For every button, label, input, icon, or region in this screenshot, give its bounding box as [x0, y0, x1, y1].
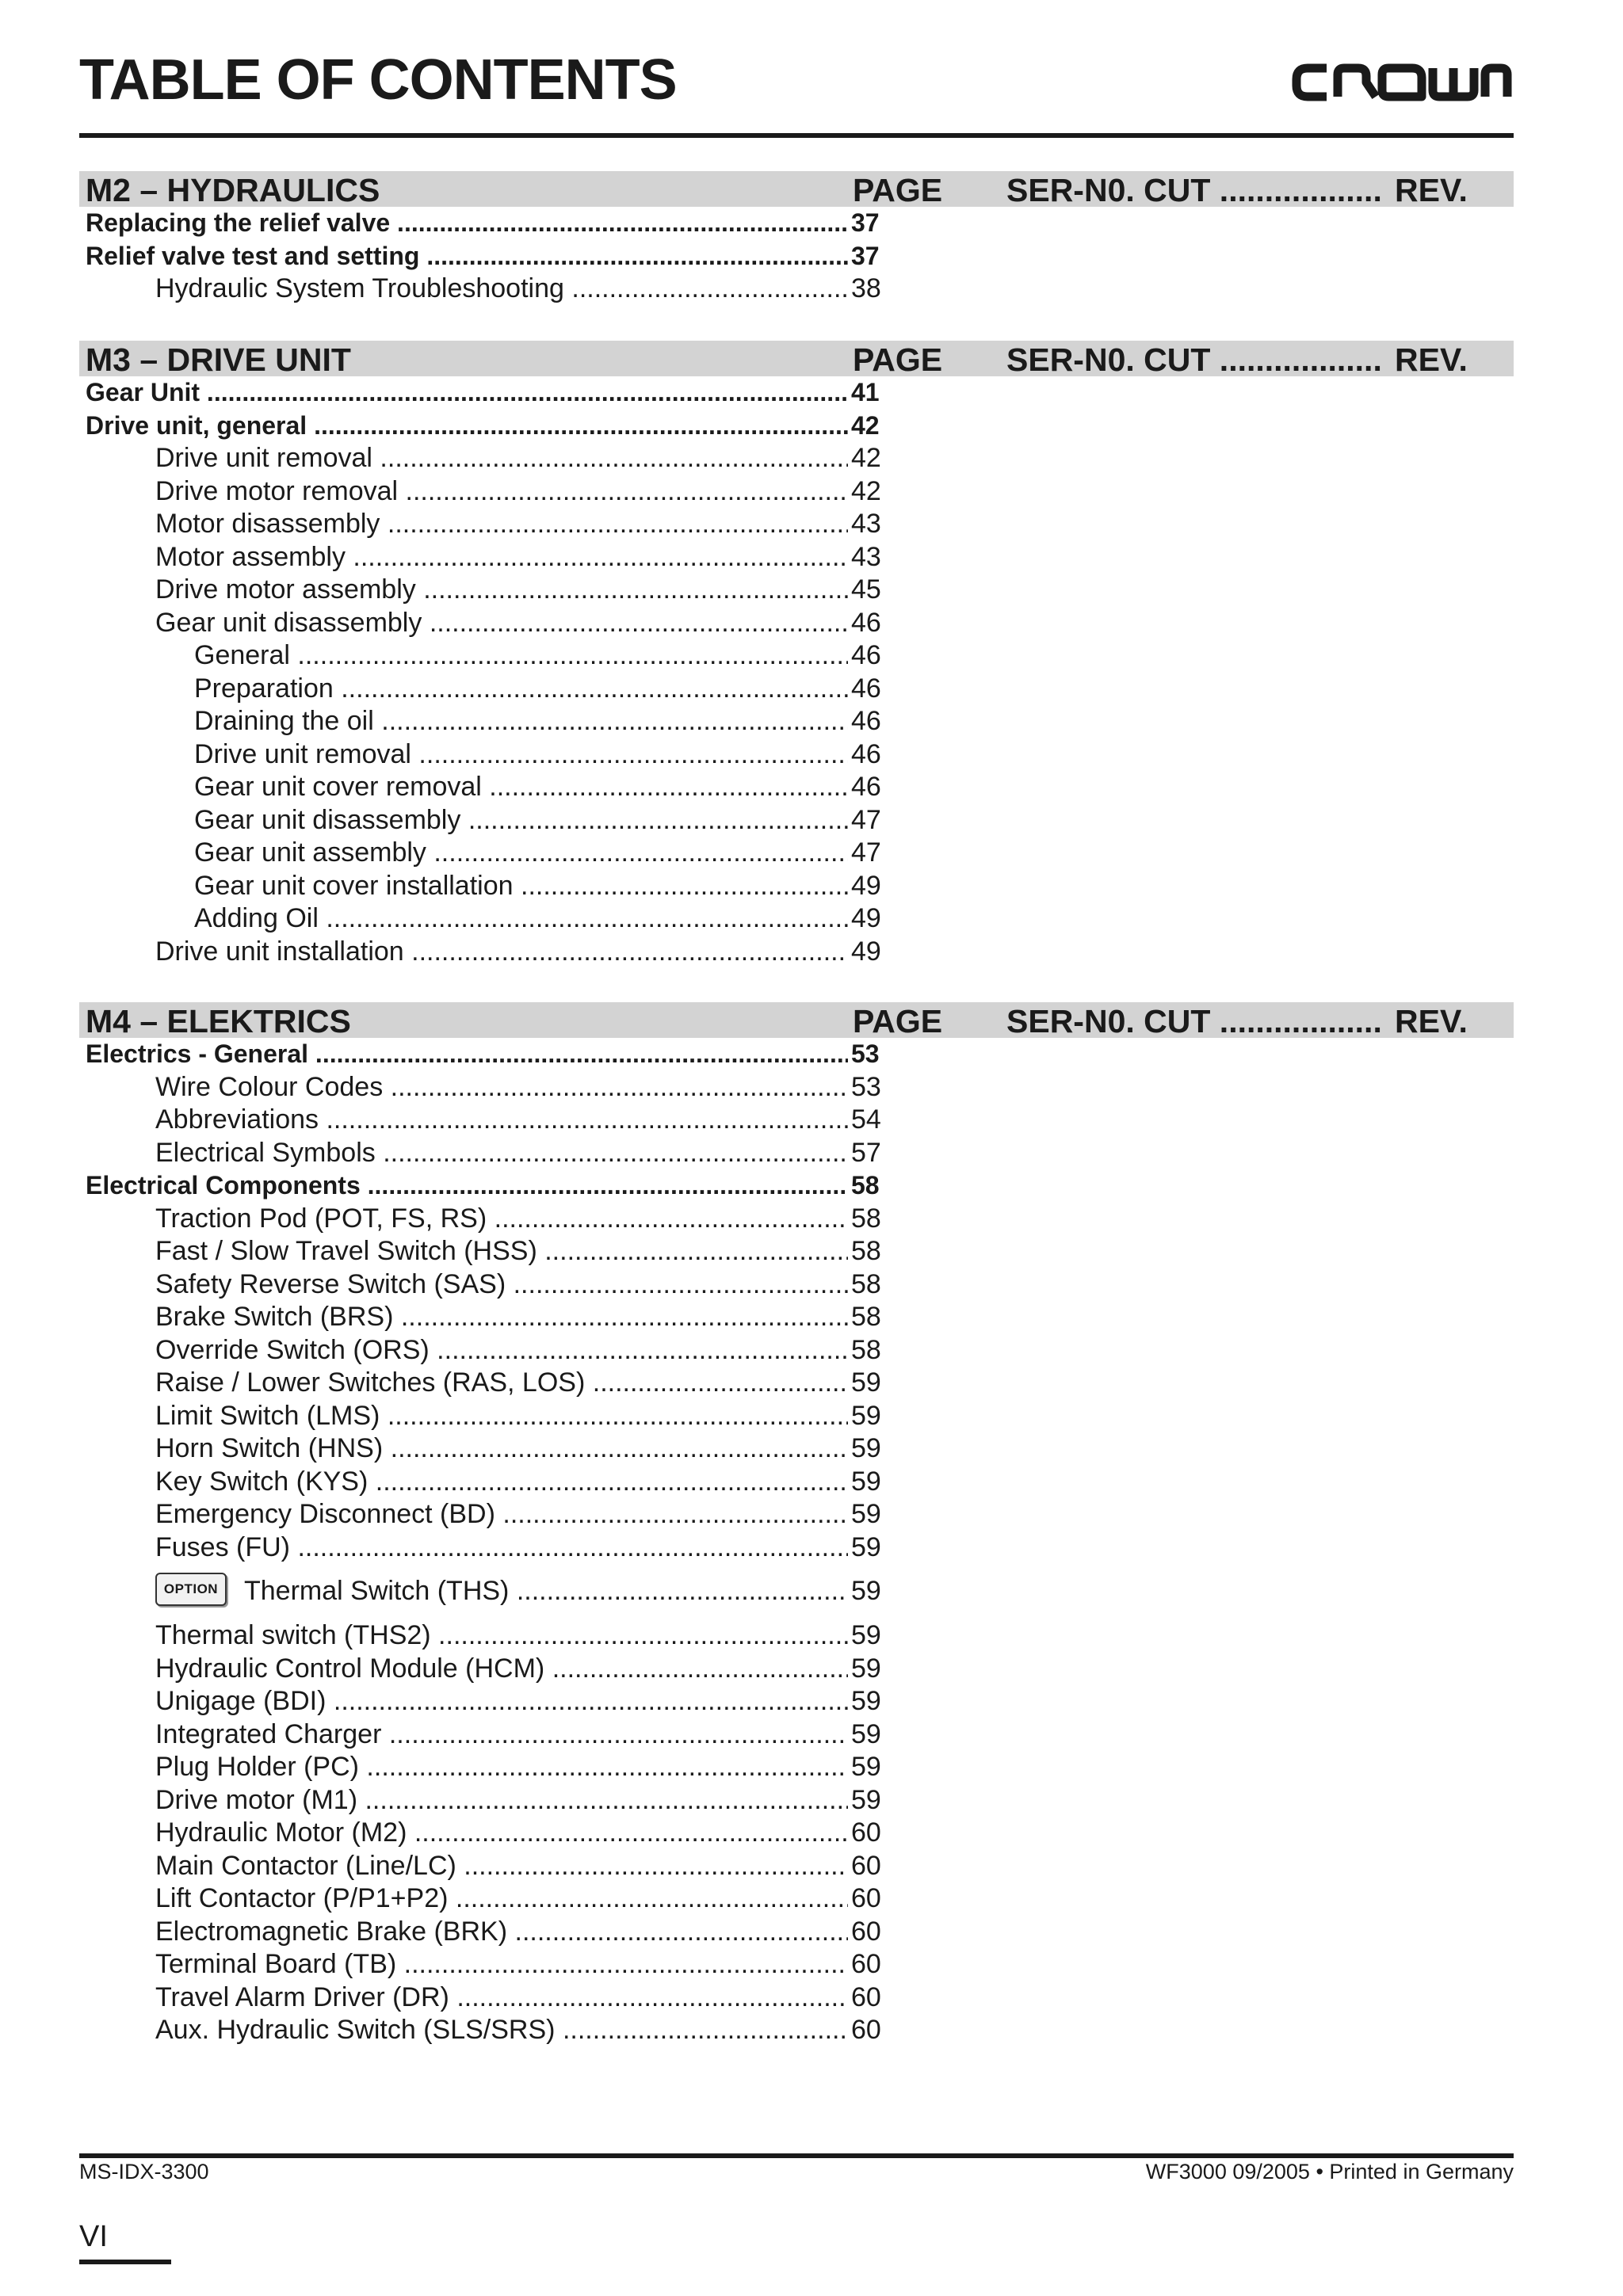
toc-entry-label: Gear Unit ..... — [79, 376, 848, 410]
toc-entry[interactable] — [79, 1466, 1514, 1499]
toc-entry[interactable] — [79, 1751, 1514, 1784]
toc-entry[interactable] — [79, 1882, 1514, 1916]
toc-entry[interactable] — [79, 1400, 1514, 1433]
toc-entry[interactable] — [79, 1784, 1514, 1817]
header-rule — [79, 133, 1514, 138]
section-title: M2 – HYDRAULICS — [86, 172, 380, 208]
toc-entry[interactable] — [79, 376, 1514, 410]
toc-entry-label: Electrical Symbols ..... — [79, 1137, 848, 1170]
toc-section — [79, 341, 1514, 968]
toc-entry[interactable] — [79, 1531, 1514, 1565]
toc-entry[interactable] — [79, 738, 1514, 772]
toc-entry[interactable] — [79, 1564, 1514, 1619]
section-title: M3 – DRIVE UNIT — [86, 341, 351, 378]
toc-entry[interactable] — [79, 1104, 1514, 1137]
toc-entry-label: Gear unit disassembly ..... — [79, 804, 848, 837]
toc-entry[interactable] — [79, 804, 1514, 837]
toc-entry[interactable] — [79, 1235, 1514, 1268]
option-badge: OPTION — [155, 1573, 227, 1606]
toc-entry[interactable] — [79, 639, 1514, 673]
toc-entry[interactable] — [79, 1038, 1514, 1071]
page-number-underline — [79, 2260, 171, 2264]
toc-entry-page: 60 — [851, 1981, 881, 2012]
toc-entry[interactable] — [79, 240, 1514, 273]
toc-entry-page: 58 — [851, 1203, 881, 1234]
toc-entry[interactable] — [79, 1850, 1514, 1883]
toc-entry-label: Thermal Switch (THS) ..... — [79, 1575, 848, 1608]
toc-entry[interactable] — [79, 1268, 1514, 1302]
toc-entry-page: 59 — [851, 1653, 881, 1684]
toc-entry-label: Drive unit, general ..... — [79, 410, 848, 443]
toc-entry[interactable] — [79, 1948, 1514, 1981]
page-column-label: PAGE — [853, 341, 943, 378]
toc-entry-page: 58 — [851, 1171, 880, 1199]
toc-entry-label: Key Switch (KYS) ..... — [79, 1466, 848, 1499]
toc-entry[interactable] — [79, 1817, 1514, 1850]
toc-entry[interactable] — [79, 936, 1514, 969]
toc-entry-page: 60 — [851, 1949, 881, 1979]
toc-entry-page: 46 — [851, 640, 881, 670]
toc-entry-page: 46 — [851, 738, 881, 769]
toc-entry-page: 59 — [851, 1620, 881, 1650]
toc-entry[interactable] — [79, 508, 1514, 541]
toc-entry-page: 37 — [851, 208, 880, 237]
toc-entry[interactable] — [79, 410, 1514, 443]
toc-entry-page: 58 — [851, 1236, 881, 1266]
toc-entry-page: 57 — [851, 1137, 881, 1168]
toc-entry-label: Drive motor (M1) ..... — [79, 1784, 848, 1817]
toc-entry[interactable] — [79, 2014, 1514, 2047]
toc-entry-page: 59 — [851, 1367, 881, 1398]
section-header — [79, 341, 1514, 376]
revision-column-label: REV. — [1395, 172, 1468, 208]
toc-entry[interactable] — [79, 837, 1514, 870]
toc-entry[interactable] — [79, 705, 1514, 738]
serial-cut-column-label: SER-N0. CUT .................. — [1006, 1003, 1382, 1039]
toc-entry-label: Raise / Lower Switches (RAS, LOS) ..... — [79, 1367, 848, 1400]
toc-entry-page: 45 — [851, 574, 881, 605]
toc-entry[interactable] — [79, 673, 1514, 706]
toc-entry-label: Travel Alarm Driver (DR) ..... — [79, 1981, 848, 2015]
toc-entry-label: Draining the oil ..... — [79, 705, 848, 738]
toc-entry-page: 49 — [851, 936, 881, 967]
toc-entry[interactable] — [79, 1916, 1514, 1949]
revision-column-label: REV. — [1395, 1003, 1468, 1039]
toc-entry-page: 47 — [851, 804, 881, 835]
page-number: VI — [79, 2220, 108, 2253]
toc-entry-page: 59 — [851, 1784, 881, 1815]
toc-entry-label: Plug Holder (PC) ..... — [79, 1751, 848, 1784]
toc-entry-page: 46 — [851, 607, 881, 638]
toc-entry-page: 54 — [851, 1104, 881, 1135]
print-info: WF3000 09/2005 • Printed in Germany — [1145, 2160, 1514, 2183]
toc-entry-page: 60 — [851, 1817, 881, 1848]
section-header — [79, 171, 1514, 207]
toc-section — [79, 1002, 1514, 2047]
toc-entry[interactable] — [79, 1301, 1514, 1334]
toc-entry-page: 46 — [851, 772, 881, 802]
toc-entry-label: Motor assembly ..... — [79, 541, 848, 574]
toc-entry-label: Horn Switch (HNS) ..... — [79, 1432, 848, 1466]
toc-entry[interactable] — [79, 1334, 1514, 1367]
toc-entry-label: Drive unit removal ..... — [79, 442, 848, 475]
section-header — [79, 1002, 1514, 1038]
toc-entry-label: Aux. Hydraulic Switch (SLS/SRS) ..... — [79, 2014, 848, 2047]
toc-entry-page: 58 — [851, 1268, 881, 1299]
toc-entry-page: 42 — [851, 475, 881, 506]
footer-rule — [79, 2153, 1514, 2158]
toc-entry-label: Hydraulic System Troubleshooting ..... — [79, 273, 848, 306]
toc-entry-label: Relief valve test and setting ..... — [79, 240, 848, 273]
toc-entry-page: 46 — [851, 673, 881, 704]
toc-entry-page: 59 — [851, 1576, 881, 1606]
toc-entry-label: Drive motor assembly ..... — [79, 574, 848, 607]
toc-entry[interactable] — [79, 1685, 1514, 1718]
toc-entry-label: Hydraulic Control Module (HCM) ..... — [79, 1653, 848, 1686]
toc-entry[interactable] — [79, 902, 1514, 936]
toc-entry[interactable] — [79, 1169, 1514, 1203]
toc-entry-page: 47 — [851, 837, 881, 868]
toc-entry-label: Fuses (FU) ..... — [79, 1531, 848, 1565]
toc-entry-page: 59 — [851, 1718, 881, 1749]
document-code: MS-IDX-3300 — [79, 2160, 209, 2183]
toc-entry-label: Fast / Slow Travel Switch (HSS) ..... — [79, 1235, 848, 1268]
toc-entry-page: 38 — [851, 273, 881, 303]
toc-entry-label: Limit Switch (LMS) ..... — [79, 1400, 848, 1433]
toc-entry-page: 53 — [851, 1039, 880, 1068]
toc-entry-label: Drive unit removal ..... — [79, 738, 848, 772]
toc-entry[interactable] — [79, 1981, 1514, 2015]
toc-entry[interactable] — [79, 207, 1514, 240]
toc-entry-label: Emergency Disconnect (BD) ..... — [79, 1498, 848, 1531]
page-column-label: PAGE — [853, 172, 943, 208]
crown-logo — [1290, 57, 1512, 108]
toc-entry[interactable] — [79, 771, 1514, 804]
toc-entry-page: 59 — [851, 1531, 881, 1562]
serial-cut-column-label: SER-N0. CUT .................. — [1006, 341, 1382, 378]
toc-entry[interactable] — [79, 442, 1514, 475]
toc-entry-page: 59 — [851, 1433, 881, 1463]
toc-entry-page: 58 — [851, 1302, 881, 1332]
toc-entry-page: 42 — [851, 443, 881, 473]
toc-section — [79, 171, 1514, 306]
toc-entry[interactable] — [79, 1432, 1514, 1466]
toc-entry[interactable] — [79, 1653, 1514, 1686]
revision-column-label: REV. — [1395, 341, 1468, 378]
toc-entry-page: 43 — [851, 509, 881, 539]
toc-entry-page: 49 — [851, 870, 881, 901]
serial-cut-column-label: SER-N0. CUT .................. — [1006, 172, 1382, 208]
toc-entry-label: Gear unit cover installation ..... — [79, 870, 848, 903]
toc-entry-label: Gear unit assembly ..... — [79, 837, 848, 870]
page-column-label: PAGE — [853, 1003, 943, 1039]
toc-entry[interactable] — [79, 870, 1514, 903]
toc-entry-label: Gear unit cover removal ..... — [79, 771, 848, 804]
toc-entry-page: 43 — [851, 541, 881, 572]
toc-entry-label: Drive motor removal ..... — [79, 475, 848, 509]
toc-entry-page: 41 — [851, 378, 880, 406]
toc-entry-label: Drive unit installation ..... — [79, 936, 848, 969]
toc-entry-label: Preparation ..... — [79, 673, 848, 706]
toc-entry[interactable] — [79, 1367, 1514, 1400]
toc-entry-label: Lift Contactor (P/P1+P2) ..... — [79, 1882, 848, 1916]
toc-entry-label: Abbreviations ..... — [79, 1104, 848, 1137]
toc-entry-label: Terminal Board (TB) ..... — [79, 1948, 848, 1981]
toc-entry-label: Unigage (BDI) ..... — [79, 1685, 848, 1718]
toc-entry-page: 58 — [851, 1334, 881, 1365]
toc-entry-page: 60 — [851, 1850, 881, 1881]
toc-entry-label: Traction Pod (POT, FS, RS) ..... — [79, 1203, 848, 1236]
toc-entry-label: Electrical Components ..... — [79, 1169, 848, 1203]
toc-entry-page: 60 — [851, 1916, 881, 1947]
toc-entry[interactable] — [79, 1718, 1514, 1752]
toc-entry[interactable] — [79, 574, 1514, 607]
toc-entry-page: 59 — [851, 1686, 881, 1716]
toc-entry-page: 49 — [851, 903, 881, 933]
section-title: M4 – ELEKTRICS — [86, 1003, 351, 1039]
toc-entry-page: 59 — [851, 1499, 881, 1529]
toc-entry-label: Gear unit disassembly ..... — [79, 607, 848, 640]
toc-entry-label: Motor disassembly ..... — [79, 508, 848, 541]
toc-entry[interactable] — [79, 1137, 1514, 1170]
toc-entry-page: 53 — [851, 1071, 881, 1102]
toc-entry-label: Wire Colour Codes ..... — [79, 1071, 848, 1104]
toc-entry-page: 60 — [851, 1883, 881, 1913]
toc-entry-label: General ..... — [79, 639, 848, 673]
toc-entry-page: 59 — [851, 1752, 881, 1782]
page-title: TABLE OF CONTENTS — [79, 48, 677, 112]
toc-entry[interactable] — [79, 1498, 1514, 1531]
toc-entry-page: 46 — [851, 706, 881, 736]
toc-entry-page: 60 — [851, 2015, 881, 2045]
toc-entry-label: Electromagnetic Brake (BRK) ..... — [79, 1916, 848, 1949]
toc-entry[interactable] — [79, 1619, 1514, 1653]
toc-entry[interactable] — [79, 1203, 1514, 1236]
toc-entry-label: Brake Switch (BRS) ..... — [79, 1301, 848, 1334]
toc-entry-label: Electrics - General ..... — [79, 1038, 848, 1071]
toc-entry-label: Safety Reverse Switch (SAS) ..... — [79, 1268, 848, 1302]
toc-entry-page: 37 — [851, 241, 880, 270]
toc-entry-label: Adding Oil ..... — [79, 902, 848, 936]
toc-entry-label: Integrated Charger ..... — [79, 1718, 848, 1752]
toc-entry-page: 42 — [851, 410, 880, 440]
toc-entry-page: 59 — [851, 1466, 881, 1497]
toc-entry[interactable] — [79, 1071, 1514, 1104]
toc-entry-label: Hydraulic Motor (M2) ..... — [79, 1817, 848, 1850]
toc-entry-label: Replacing the relief valve ..... — [79, 207, 848, 240]
toc-entry-page: 59 — [851, 1400, 881, 1431]
toc-entry-label: Thermal switch (THS2) ..... — [79, 1619, 848, 1653]
toc-entry[interactable] — [79, 475, 1514, 509]
toc-entry-label: Override Switch (ORS) ..... — [79, 1334, 848, 1367]
toc-entry[interactable] — [79, 541, 1514, 574]
toc-entry[interactable] — [79, 273, 1514, 306]
toc-entry-label: Main Contactor (Line/LC) ..... — [79, 1850, 848, 1883]
toc-entry[interactable] — [79, 607, 1514, 640]
